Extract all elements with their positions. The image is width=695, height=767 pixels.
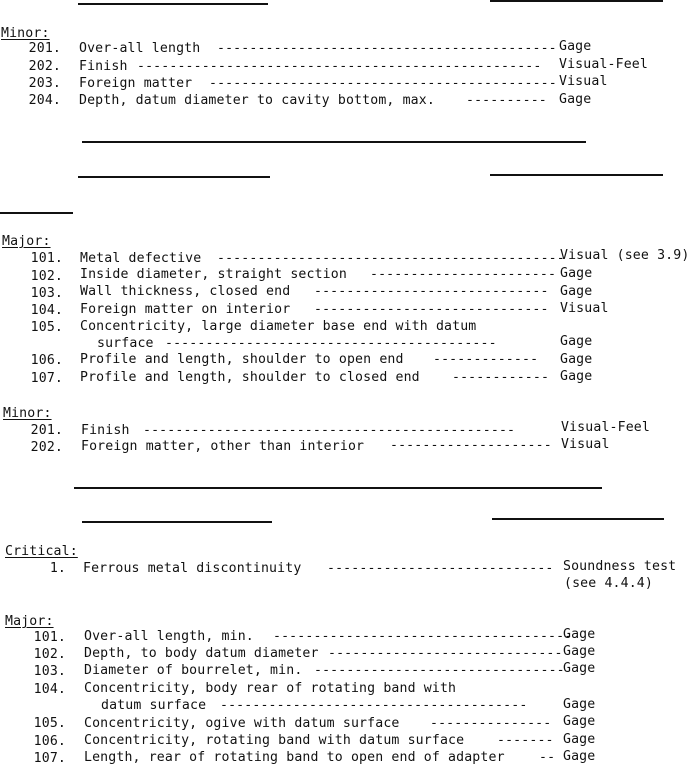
- inspection-method: Visual: [561, 437, 610, 452]
- section-divider: [82, 141, 586, 143]
- item-description: Over-all length: [79, 41, 201, 56]
- item-description: Metal defective: [80, 251, 202, 266]
- item-number: 202.: [30, 440, 63, 455]
- item-number: 107.: [30, 371, 63, 386]
- inspection-method: Visual: [560, 301, 609, 316]
- item-description: Finish: [81, 423, 130, 438]
- item-number: 102.: [30, 269, 63, 284]
- critical-heading: Critical:: [5, 544, 78, 559]
- item-number: 1.: [49, 561, 66, 576]
- inspection-method: Gage: [560, 266, 593, 281]
- leader-dashes: -----------------------------------------: [165, 336, 497, 351]
- item-number: 201.: [30, 423, 63, 438]
- leader-dashes: --------------------------------------: [220, 698, 528, 713]
- item-number: 101.: [30, 251, 63, 266]
- rule-left: [82, 521, 272, 523]
- inspection-method: Soundness test: [563, 559, 677, 574]
- minor-heading: Minor:: [1, 26, 50, 41]
- item-description: Length, rear of rotating band to open end of adapter: [84, 750, 505, 765]
- item-description: Foreign matter on interior: [80, 302, 291, 317]
- item-number: 202.: [28, 59, 61, 74]
- inspection-method: Gage: [563, 627, 596, 642]
- rule-top-right: [490, 0, 663, 2]
- inspection-method: Gage: [560, 369, 593, 384]
- item-description: Concentricity, ogive with datum surface: [84, 716, 400, 731]
- inspection-method: Gage: [560, 334, 593, 349]
- item-number: 106.: [30, 353, 63, 368]
- leader-dashes: -------------: [433, 352, 539, 367]
- inspection-method: Gage: [563, 714, 596, 729]
- major-heading: Major:: [5, 614, 54, 629]
- item-description-continued: datum surface: [101, 698, 207, 713]
- inspection-method: Gage: [563, 661, 596, 676]
- item-number: 204.: [28, 93, 61, 108]
- item-description: Over-all length, min.: [84, 629, 254, 644]
- item-description: Concentricity, body rear of rotating band with: [84, 681, 457, 696]
- rule-left: [78, 176, 270, 178]
- item-description: Profile and length, shoulder to closed end: [80, 370, 420, 385]
- item-number: 101.: [33, 630, 66, 645]
- leader-dashes: --: [539, 750, 556, 765]
- item-description: Concentricity, large diameter base end with datum: [80, 319, 477, 334]
- item-number: 105.: [30, 320, 63, 335]
- item-number: 104.: [30, 303, 63, 318]
- leader-dashes: ----------------------------: [327, 561, 554, 576]
- inspection-method: Gage: [559, 92, 592, 107]
- leader-dashes: ----------: [466, 93, 547, 108]
- leader-dashes: -------------------------------: [314, 663, 565, 678]
- leader-dashes: -------------------------------------------: [209, 76, 557, 91]
- item-description: Profile and length, shoulder to open end: [80, 352, 404, 367]
- inspection-method: Visual: [559, 74, 608, 89]
- inspection-method-continued: (see 4.4.4): [564, 576, 653, 591]
- major-heading: Major:: [2, 234, 51, 249]
- item-number: 102.: [33, 647, 66, 662]
- item-number: 103.: [33, 664, 66, 679]
- rule-margin: [0, 212, 73, 214]
- inspection-method: Gage: [559, 39, 592, 54]
- minor-heading: Minor:: [3, 406, 52, 421]
- rule-top-left: [78, 3, 268, 5]
- leader-dashes: ----------------------------------------------: [143, 423, 516, 438]
- item-number: 106.: [33, 734, 66, 749]
- item-description: Foreign matter, other than interior: [81, 439, 365, 454]
- inspection-method: Gage: [563, 644, 596, 659]
- section-divider: [74, 487, 602, 489]
- inspection-method: Gage: [560, 284, 593, 299]
- leader-dashes: -------------------------------------: [273, 629, 573, 644]
- item-description: Foreign matter: [79, 76, 193, 91]
- item-description: Depth, to body datum diameter: [84, 646, 319, 661]
- item-number: 104.: [33, 682, 66, 697]
- leader-dashes: -----------------------------: [314, 302, 549, 317]
- inspection-method: Gage: [560, 352, 593, 367]
- item-number: 201.: [28, 41, 61, 56]
- leader-dashes: -----------------------------: [314, 284, 549, 299]
- inspection-method: Gage: [563, 732, 596, 747]
- leader-dashes: --------------------------------------------------: [137, 59, 542, 74]
- item-description: Wall thickness, closed end: [80, 284, 291, 299]
- leader-dashes: -------: [497, 733, 554, 748]
- inspection-method: Visual (see 3.9): [560, 248, 690, 263]
- leader-dashes: -----------------------------: [328, 646, 563, 661]
- item-description: Diameter of bourrelet, min.: [84, 663, 303, 678]
- inspection-method: Visual-Feel: [561, 420, 650, 435]
- inspection-method: Gage: [563, 697, 596, 712]
- leader-dashes: ---------------: [430, 716, 552, 731]
- inspection-method: Visual-Feel: [559, 57, 648, 72]
- leader-dashes: -------------------------------------------: [217, 251, 565, 266]
- leader-dashes: ------------------------------------------: [217, 41, 557, 56]
- item-number: 203.: [28, 76, 61, 91]
- leader-dashes: -----------------------: [370, 267, 557, 282]
- item-description: Depth, datum diameter to cavity bottom, max.: [79, 93, 435, 108]
- item-description: Finish: [79, 59, 128, 74]
- item-description-continued: surface: [97, 336, 154, 351]
- item-description: Concentricity, rotating band with datum surface: [84, 733, 465, 748]
- leader-dashes: ------------: [452, 370, 550, 385]
- rule-right: [492, 518, 664, 520]
- item-number: 105.: [33, 716, 66, 731]
- rule-right: [490, 174, 663, 176]
- item-description: Ferrous metal discontinuity: [83, 561, 302, 576]
- inspection-method: Gage: [563, 749, 596, 764]
- leader-dashes: --------------------: [390, 438, 552, 453]
- item-description: Inside diameter, straight section: [80, 267, 347, 282]
- item-number: 103.: [30, 286, 63, 301]
- item-number: 107.: [33, 751, 66, 766]
